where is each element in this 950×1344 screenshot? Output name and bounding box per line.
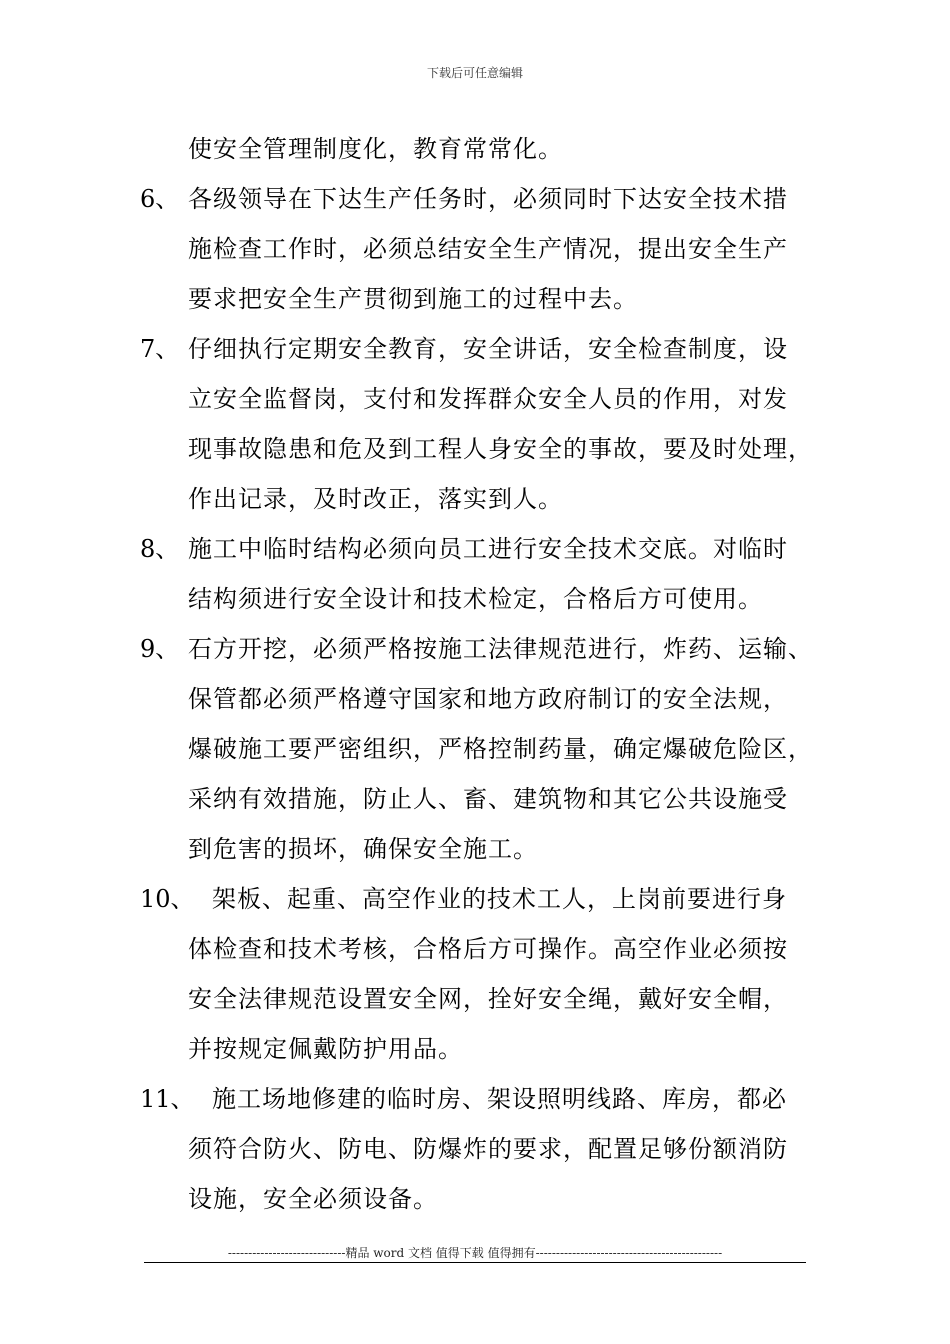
paragraph-line: 施检查工作时，必须总结安全生产情况，提出安全生产 <box>188 235 788 263</box>
paragraph-line: 现事故隐患和危及到工程人身安全的事故，要及时处理， <box>188 435 813 463</box>
paragraph-line: 立安全监督岗，支付和发挥群众安全人员的作用，对发 <box>188 385 788 413</box>
list-item-7-line-1 <box>140 324 840 374</box>
list-item-10-line-1 <box>140 874 840 924</box>
list-item-8-line-1 <box>140 524 840 574</box>
paragraph-line: 安全法律规范设置安全网，拴好安全绳，戴好安全帽， <box>188 985 788 1013</box>
paragraph-line: 爆破施工要严密组织，严格控制药量，确定爆破危险区， <box>188 735 813 763</box>
paragraph-text: 施工场地修建的临时房、架设照明线路、库房，都必 <box>212 1085 787 1113</box>
document-body <box>140 124 840 1224</box>
paragraph-text: 石方开挖，必须严格按施工法律规范进行，炸药、运输、 <box>188 635 813 663</box>
item-number: 9、 <box>140 635 180 663</box>
list-item-9-line-1 <box>140 624 840 674</box>
item-number: 11、 <box>140 1085 195 1113</box>
paragraph-text: 施工中临时结构必须向员工进行安全技术交底。对临时 <box>188 535 788 563</box>
paragraph-line: 并按规定佩戴防护用品。 <box>188 1035 463 1063</box>
paragraph-line: 保管都必须严格遵守国家和地方政府制订的安全法规， <box>188 685 788 713</box>
item-number: 7、 <box>140 335 180 363</box>
page-header: 下载后可任意编辑 <box>426 66 523 80</box>
paragraph-text: 各级领导在下达生产任务时，必须同时下达安全技术措 <box>188 185 788 213</box>
paragraph-line: 到危害的损坏，确保安全施工。 <box>188 835 538 863</box>
footer-divider <box>144 1262 806 1263</box>
page-footer: -----------------------------精品 word 文档 值得下载 值得拥有---------------------------------------------- <box>227 1246 723 1260</box>
paragraph-line: 采纳有效措施，防止人、畜、建筑物和其它公共设施受 <box>188 785 788 813</box>
item-number: 8、 <box>140 535 180 563</box>
paragraph-line: 须符合防火、防电、防爆炸的要求，配置足够份额消防 <box>188 1135 788 1163</box>
paragraph-line: 设施，安全必须设备。 <box>188 1185 438 1213</box>
paragraph-line: 使安全管理制度化，教育常常化。 <box>188 135 563 163</box>
paragraph-line: 作出记录，及时改正，落实到人。 <box>188 485 563 513</box>
item-number: 6、 <box>140 185 180 213</box>
paragraph-text: 仔细执行定期安全教育，安全讲话，安全检查制度，设 <box>188 335 788 363</box>
paragraph-line: 体检查和技术考核，合格后方可操作。高空作业必须按 <box>188 935 788 963</box>
list-item-6-line-1 <box>140 174 840 224</box>
paragraph-text: 架板、起重、高空作业的技术工人，上岗前要进行身 <box>212 885 787 913</box>
item-number: 10、 <box>140 885 195 913</box>
paragraph-line: 要求把安全生产贯彻到施工的过程中去。 <box>188 285 638 313</box>
paragraph-line: 结构须进行安全设计和技术检定，合格后方可使用。 <box>188 585 763 613</box>
list-item-11-line-1 <box>140 1074 840 1124</box>
